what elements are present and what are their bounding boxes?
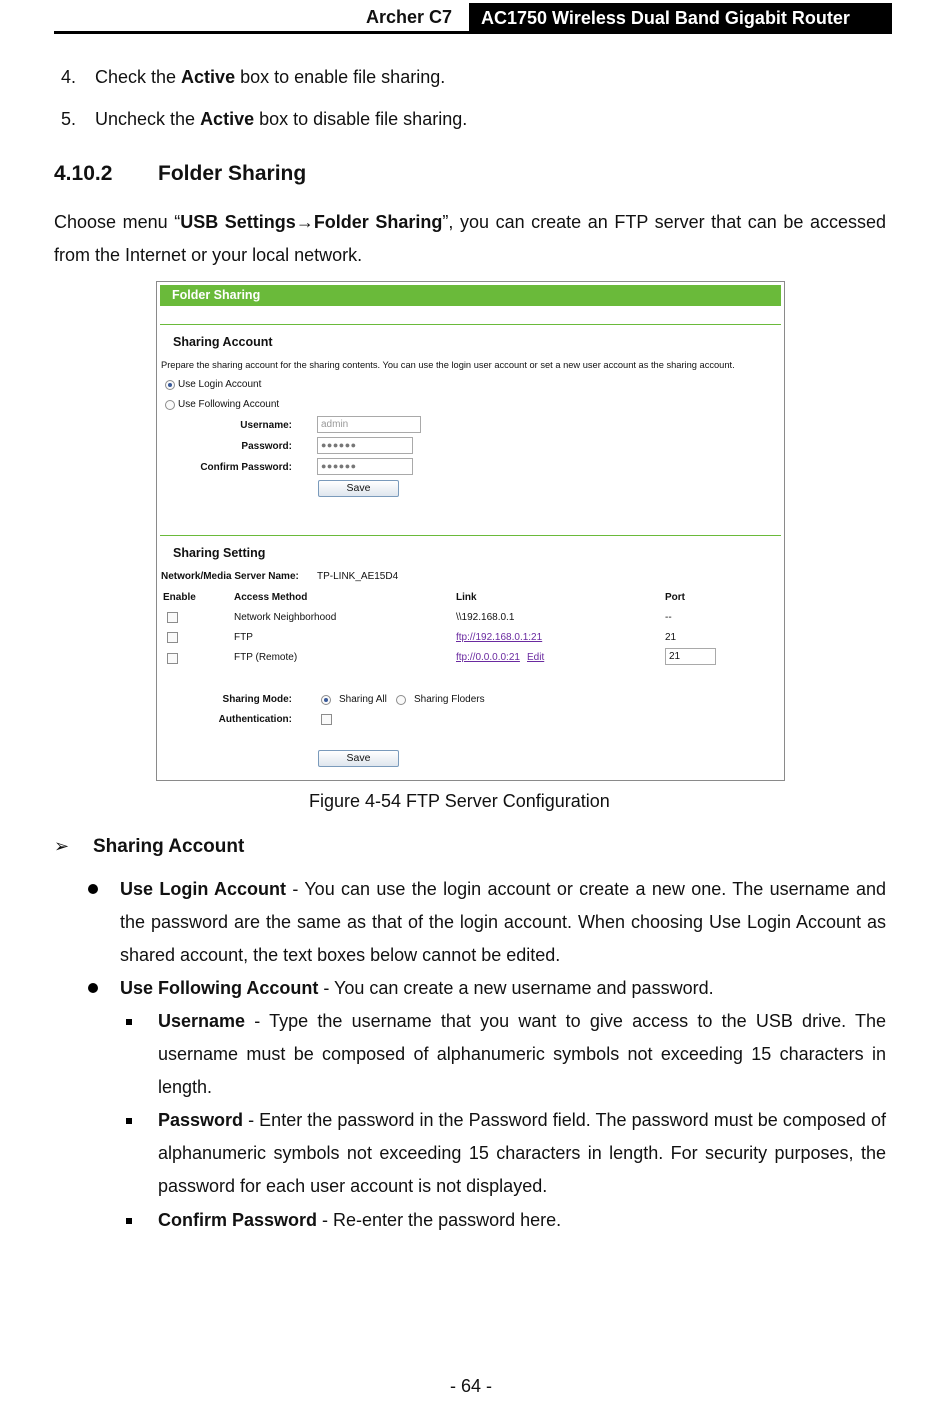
step-text-pre: Check the (95, 67, 182, 87)
sharing-account-heading: Sharing Account (173, 335, 273, 349)
bullet-username (158, 1005, 886, 1104)
port-value: -- (665, 612, 672, 623)
port-value: 21 (665, 632, 677, 643)
page-number: - 64 - (450, 1376, 493, 1396)
enable-checkbox-ftp-remote[interactable] (167, 653, 178, 664)
bullet-text: - Re-enter the password here. (317, 1210, 562, 1230)
bullet-use-following-account (120, 972, 886, 1005)
use-following-account-label: Use Following Account (178, 399, 280, 410)
sharing-all-radio[interactable] (321, 695, 331, 705)
section-title: Folder Sharing (158, 162, 307, 185)
remote-port-input[interactable]: 21 (665, 648, 716, 665)
sub-heading: Sharing Account (93, 836, 245, 857)
intro-menu-usb: USB Settings (180, 212, 296, 232)
section-heading (54, 162, 306, 186)
bullet-text: - Type the username that you want to give access to the USB drive. The username must be composed of alphanumeric symbols not exceeding 15 characters in length. (158, 1011, 886, 1097)
access-method: Network Neighborhood (234, 612, 337, 623)
access-method: FTP (234, 632, 253, 643)
intro-arrow: → (295, 212, 314, 232)
bullet-term: Confirm Password (158, 1210, 318, 1230)
step-5 (61, 103, 467, 136)
col-access-method: Access Method (234, 592, 308, 603)
bullet-password (158, 1104, 886, 1203)
confirm-password-input[interactable]: ●●●●●● (317, 458, 413, 475)
bullet-text: - You can create a new username and password. (318, 978, 714, 998)
bullet-term: Use Login Account (120, 879, 286, 899)
enable-checkbox-ftp[interactable] (167, 632, 178, 643)
sharing-folders-label: Sharing Floders (414, 694, 485, 705)
bullet-confirm-password (158, 1204, 886, 1237)
step-text-bold: Active (181, 67, 236, 87)
header-title: AC1750 Wireless Dual Band Gigabit Router (469, 3, 892, 34)
ftp-remote-link[interactable]: ftp://0.0.0.0:21 (456, 652, 520, 663)
password-input[interactable]: ●●●●●● (317, 437, 413, 454)
authentication-label: Authentication: (218, 714, 292, 725)
bullet-text: - Enter the password in the Password field. The password must be composed of alphanumeric symbols not exceeding 15 characters in length. For security purposes, the password for each user account is not displayed. (158, 1110, 886, 1196)
bullet-text: - You can use the login account or create a new one. The username and the password are the same as that of the login account. When choosing Use Login Account as shared account, the text boxes below cannot be edited. (120, 879, 886, 965)
enable-checkbox-network-neighborhood[interactable] (167, 612, 178, 623)
square-bullet-icon (126, 1218, 132, 1224)
username-input[interactable]: admin (317, 416, 421, 433)
sharing-all-label: Sharing All (339, 694, 387, 705)
password-label: Password: (241, 441, 292, 452)
intro-pre: Choose menu “ (54, 212, 181, 232)
header-product: Archer C7 (366, 7, 453, 27)
step-4 (61, 61, 445, 94)
bullet-use-login-account (120, 873, 886, 972)
setting-save-button[interactable]: Save (318, 750, 399, 767)
server-name-value: TP-LINK_AE15D4 (317, 571, 399, 582)
sharing-account-description: Prepare the sharing account for the sharing contents. You can use the login user account or set a new user account as the sharing account. (161, 360, 735, 370)
link-text: \\192.168.0.1 (456, 612, 515, 623)
step-number: 5. (61, 109, 77, 129)
confirm-password-label: Confirm Password: (200, 462, 292, 473)
bullet-dot-icon (88, 983, 98, 993)
arrow-bullet-icon: ➢ (54, 836, 70, 856)
bullet-term: Use Following Account (120, 978, 319, 998)
use-login-account-label: Use Login Account (178, 379, 262, 390)
access-method: FTP (Remote) (234, 652, 298, 663)
divider (160, 324, 781, 325)
sharing-setting-heading: Sharing Setting (173, 546, 266, 560)
col-enable: Enable (163, 592, 196, 603)
intro-post: ”, you can create an FTP server that can be accessed from the Internet or your local network. (54, 212, 887, 265)
step-number: 4. (61, 67, 77, 87)
bullet-dot-icon (88, 884, 98, 894)
username-label: Username: (240, 420, 292, 431)
intro-paragraph (54, 206, 886, 272)
use-following-account-radio[interactable] (165, 400, 175, 410)
account-save-button[interactable]: Save (318, 480, 399, 497)
bullet-term: Username (158, 1011, 246, 1031)
divider (160, 535, 781, 536)
use-login-account-radio[interactable] (165, 380, 175, 390)
square-bullet-icon (126, 1019, 132, 1025)
edit-link[interactable]: Edit (527, 652, 545, 663)
bullet-term: Password (158, 1110, 244, 1130)
sharing-mode-label: Sharing Mode: (222, 694, 292, 705)
sharing-folders-radio[interactable] (396, 695, 406, 705)
step-text-bold: Active (200, 109, 255, 129)
panel-title: Folder Sharing (160, 285, 781, 306)
server-name-label: Network/Media Server Name: (161, 571, 299, 582)
col-port: Port (665, 592, 685, 603)
intro-menu-folder: Folder Sharing (313, 212, 443, 232)
section-number: 4.10.2 (54, 162, 113, 185)
col-link: Link (456, 592, 477, 603)
square-bullet-icon (126, 1118, 132, 1124)
authentication-checkbox[interactable] (321, 714, 332, 725)
header-rule (54, 31, 892, 34)
step-text-post: box to disable file sharing. (254, 109, 468, 129)
folder-sharing-screenshot (156, 281, 785, 781)
step-text-post: box to enable file sharing. (235, 67, 446, 87)
figure-caption: Figure 4-54 FTP Server Configuration (309, 791, 610, 811)
step-text-pre: Uncheck the (95, 109, 201, 129)
ftp-link[interactable]: ftp://192.168.0.1:21 (456, 632, 543, 643)
